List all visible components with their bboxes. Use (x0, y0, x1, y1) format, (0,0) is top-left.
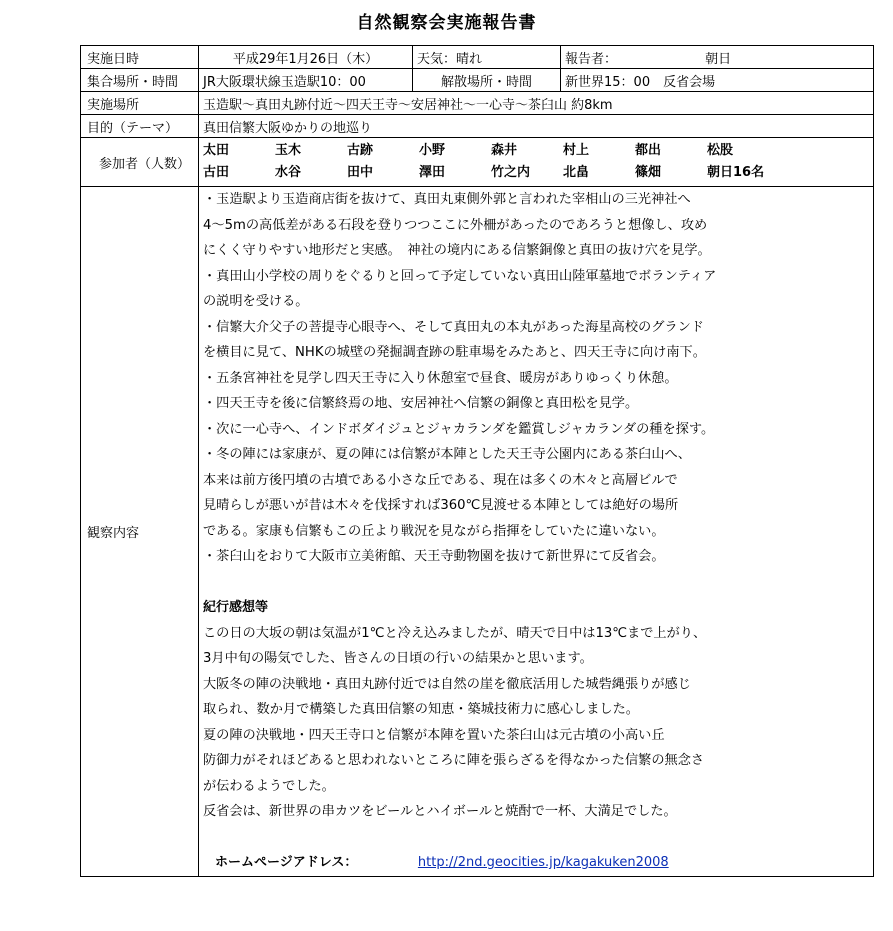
participant-name: 古田 (203, 165, 230, 180)
row-observation (81, 187, 874, 877)
impression-line: 反省会は、新世界の串カツをビールとハイボールと焼酎で一杯、大満足でした。 (203, 804, 677, 819)
impression-line: 取られ、数か月で構築した真田信繁の知恵・築城技術力に感心しました。 (203, 702, 639, 717)
observation-line: にくく守りやすい地形だと実感。 神社の境内にある信繁銅像と真田の抜け穴を見学。 (203, 243, 711, 258)
observation-line: 4～5mの高低差がある石段を登りつつここに外柵があったのであろうと想像し、攻め (203, 217, 708, 233)
observation-body (199, 187, 874, 877)
observation-lines (203, 187, 869, 570)
observation-line: 見晴らしが悪いが昔は木々を伐採すれば360℃見渡せる本陣としては絶好の場所 (203, 498, 679, 513)
observation-line: ・次に一心寺へ、インドボダイジュとジャカランダを鑑賞しジャカランダの種を探す。 (203, 421, 715, 437)
row-purpose (81, 115, 874, 138)
observation-line: ・信繁大介父子の菩提寺心眼寺へ、そして真田丸の本丸があった海星高校のグランド (203, 319, 704, 335)
weather-value: 天気：晴れ (413, 46, 561, 69)
impression-line: 防御力がそれほどあると思われないところに陣を張らざるを得なかった信繁の無念さ (203, 753, 705, 768)
spacer (203, 570, 869, 596)
participant-name: 朝日16名 (707, 165, 765, 180)
row-date (81, 46, 874, 69)
participant-name: 澤田 (419, 165, 446, 180)
participants-label: 参加者（人数） (81, 138, 199, 187)
reporter-label: 報告者： (565, 51, 618, 67)
participants-cell (199, 138, 874, 187)
impression-line: 大阪冬の陣の決戦地・真田丸跡付近では自然の崖を徹底活用した城砦縄張りが感じ (203, 676, 691, 692)
observation-line: ・真田山小学校の周りをぐるりと回って予定していない真田山陸軍墓地でボランティア (203, 268, 717, 284)
observation-line: ・茶臼山をおりて大阪市立美術館、天王寺動物園を抜けて新世界にて反省会。 (203, 549, 665, 564)
row-place (81, 92, 874, 115)
observation-line: である。家康も信繁もこの丘より戦況を見ながら指揮をしていたに違いない。 (203, 523, 665, 539)
reporter-cell (561, 46, 874, 69)
participant-name: 古跡 (347, 143, 374, 158)
purpose-value: 真田信繁大阪ゆかりの地巡り (199, 115, 874, 138)
page-title: 自然観察会実施報告書 (356, 13, 537, 33)
observation-line: ・五条宮神社を見学し四天王寺に入り休憩室で昼食、暖房がありゆっくり休憩。 (203, 370, 678, 386)
date-value: 平成29年1月26日（木） (199, 46, 413, 69)
participant-name: 村上 (563, 143, 590, 158)
reporter-name: 朝日 (705, 51, 732, 67)
purpose-label: 目的（テーマ） (81, 115, 199, 138)
impression-line: この日の大坂の朝は気温が1℃と冷え込みましたが、晴天で日中は13℃まで上がり、 (203, 625, 707, 641)
observation-line: ・冬の陣には家康が、夏の陣には信繁が本陣とした天王寺公園内にある茶臼山へ、 (203, 447, 691, 462)
homepage-link[interactable]: http://2nd.geocities.jp/kagakuken2008 (417, 855, 669, 870)
homepage-label: ホームページアドレス： (215, 855, 358, 870)
spacer (203, 825, 869, 851)
observation-label: 観察内容 (81, 187, 199, 877)
participant-name: 小野 (419, 143, 446, 158)
participant-name: 松股 (707, 143, 734, 158)
impression-line: が伝わるようでした。 (203, 778, 335, 794)
place-label: 実施場所 (81, 92, 199, 115)
homepage-row (203, 850, 869, 876)
impressions-title: 紀行感想等 (203, 600, 269, 615)
observation-line: ・四天王寺を後に信繁終焉の地、安居神社へ信繁の銅像と真田松を見学。 (203, 396, 639, 411)
observation-line: ・玉造駅より玉造商店街を抜けて、真田丸東側外郭と言われた宰相山の三光神社へ (203, 192, 691, 207)
date-label: 実施日時 (81, 46, 199, 69)
meeting-label: 集合場所・時間 (81, 69, 199, 92)
observation-line: の説明を受ける。 (203, 294, 309, 309)
observation-line: 本来は前方後円墳の古墳である小さな丘である、現在は多くの木々と高層ビルで (203, 472, 678, 488)
row-participants (81, 138, 874, 187)
participant-name: 田中 (347, 165, 374, 180)
impressions-lines (203, 621, 869, 825)
row-meeting (81, 69, 874, 92)
participant-name: 水谷 (275, 165, 302, 180)
dismiss-label: 解散場所・時間 (413, 69, 561, 92)
participant-name: 森井 (491, 143, 518, 158)
place-value: 玉造駅～真田丸跡付近～四天王寺～安居神社～一心寺～茶臼山 約8km (199, 92, 874, 115)
participant-name: 竹之内 (491, 165, 531, 180)
participant-name: 篠畑 (635, 165, 662, 180)
observation-line: を横目に見て、NHKの城壁の発掘調査跡の駐車場をみたあと、四天王寺に向け南下。 (203, 345, 706, 360)
participant-name: 太田 (203, 143, 230, 158)
meeting-value: JR大阪環状線玉造駅10：00 (199, 69, 413, 92)
report-table (80, 45, 874, 877)
impression-line: 夏の陣の決戦地・四天王寺口と信繁が本陣を置いた茶臼山は元古墳の小高い丘 (203, 727, 665, 743)
participant-name: 北畠 (563, 165, 590, 180)
participant-name: 都出 (635, 143, 662, 158)
participants-grid (203, 141, 869, 183)
dismiss-value: 新世界15：00 反省会場 (561, 69, 874, 92)
participant-name: 玉木 (275, 143, 302, 158)
impression-line: 3月中旬の陽気でした、皆さんの日頃の行いの結果かと思います。 (203, 651, 593, 666)
